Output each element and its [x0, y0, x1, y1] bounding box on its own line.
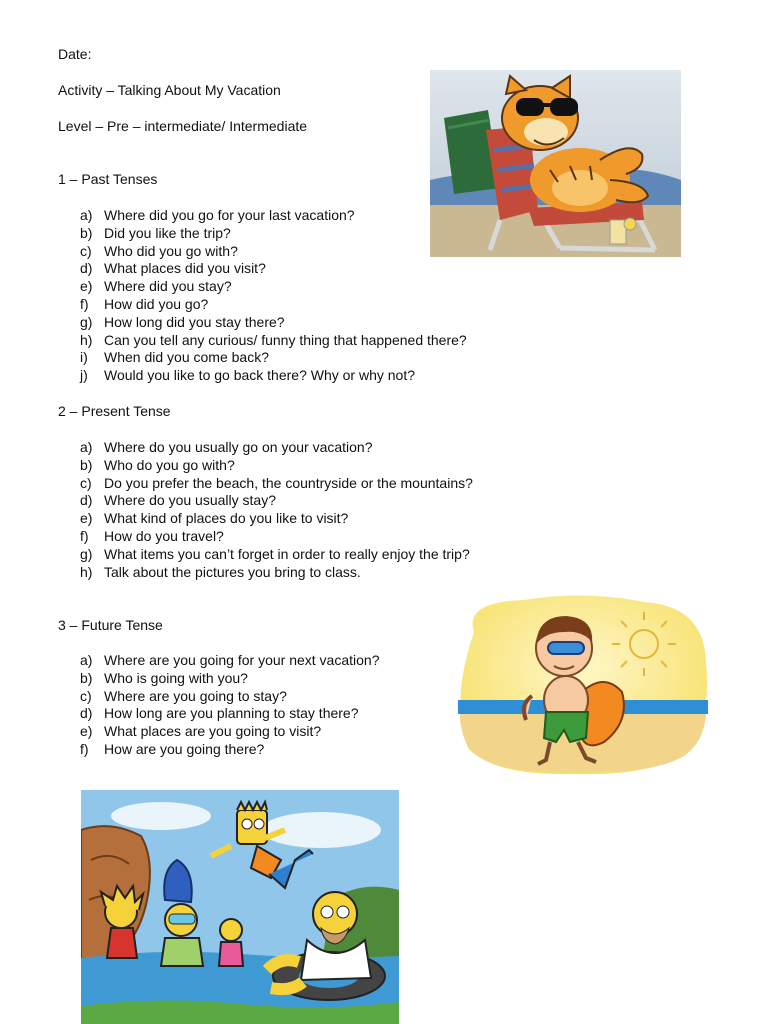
list-item: f) How did you go? — [80, 295, 209, 312]
boy-beach-illustration — [454, 592, 712, 776]
list-item: d) How long are you planning to stay there? — [80, 705, 359, 722]
list-item: h) Talk about the pictures you bring to class. — [80, 563, 361, 580]
family-lake-illustration — [81, 790, 399, 1024]
section-title-present: 2 – Present Tense — [58, 403, 171, 419]
list-item: f) How do you travel? — [80, 527, 224, 544]
cat-beach-illustration — [430, 70, 681, 257]
question-list-future — [80, 652, 380, 759]
list-item: b) Who is going with you? — [80, 669, 248, 686]
list-item: g) What items you can’t forget in order to really enjoy the trip? — [80, 545, 470, 562]
list-item: e) What kind of places do you like to visit? — [80, 510, 349, 527]
list-item: e) What places are you going to visit? — [80, 723, 322, 740]
list-item: c) Do you prefer the beach, the countryside or the mountains? — [80, 474, 473, 491]
level-label: Level – Pre – intermediate/ Intermediate — [58, 118, 308, 134]
list-item: d) What places did you visit? — [80, 260, 266, 277]
list-item: f) How are you going there? — [80, 740, 265, 757]
list-item: j) Would you like to go back there? Why or why not? — [80, 367, 416, 384]
list-item: c) Where are you going to stay? — [80, 687, 287, 704]
section-title-future: 3 – Future Tense — [58, 617, 163, 633]
list-item: b) Who do you go with? — [80, 456, 235, 473]
list-item: c) Who did you go with? — [80, 242, 238, 259]
list-item: b) Did you like the trip? — [80, 224, 231, 241]
list-item: h) Can you tell any curious/ funny thing that happened there? — [80, 331, 467, 348]
list-item: g) How long did you stay there? — [80, 313, 285, 330]
list-item: e) Where did you stay? — [80, 278, 232, 295]
list-item: a) Where did you go for your last vacation? — [80, 207, 355, 223]
list-item: i) When did you come back? — [80, 349, 269, 366]
list-item: d) Where do you usually stay? — [80, 492, 276, 509]
section-title-past: 1 – Past Tenses — [58, 171, 158, 187]
activity-title: Activity – Talking About My Vacation — [58, 82, 281, 98]
date-label: Date: — [58, 46, 92, 62]
question-list-present — [80, 439, 473, 581]
list-item: a) Where do you usually go on your vacation? — [80, 439, 373, 455]
question-list-past — [80, 207, 467, 385]
list-item: a) Where are you going for your next vacation? — [80, 652, 380, 668]
